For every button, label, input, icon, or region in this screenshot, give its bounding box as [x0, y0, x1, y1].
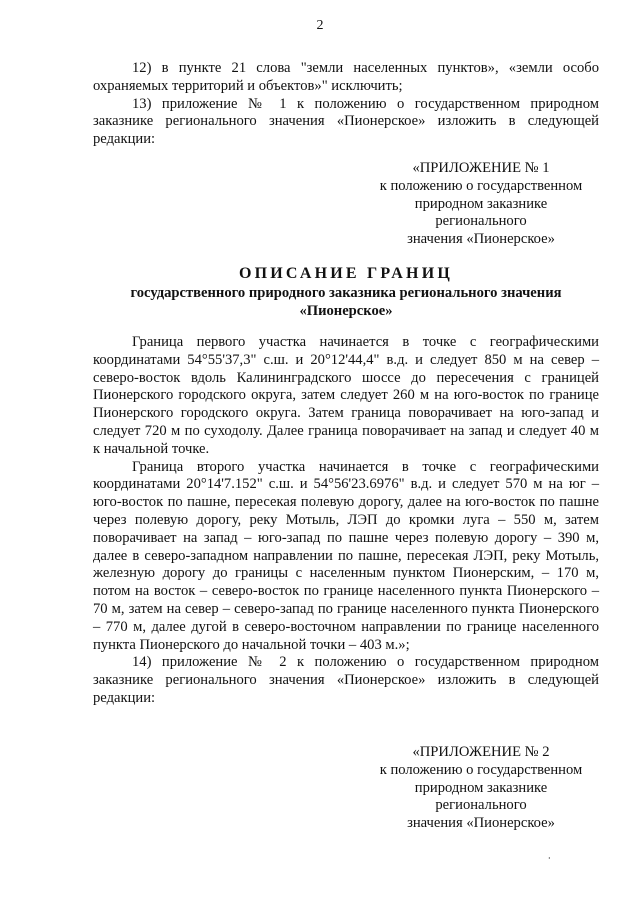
boundaries-title: ОПИСАНИЕ ГРАНИЦ: [238, 265, 453, 282]
boundary-section-1: Граница первого участка начинается в точке с географическими координатами 54°55'37,3" с.ш. и 20°12'44,4" в.д. и следует 850 м на север – северо-восток вдоль Калининградского шоссе до пересечения с границей Пионерского городского округа, затем следует 260 м на юго-восток по границе Пионерского городского округа. Затем граница поворачивает на юго-запад и следует 720 м по суходолу. Далее граница поворачивает на запад и следует 40 м к начальной точке.: [93, 334, 599, 457]
appendix-1-line: «ПРИЛОЖЕНИЕ № 1: [412, 160, 550, 176]
boundary-section-2: Граница второго участка начинается в точке с географическими координатами 20°14'7.152" с.ш. и 54°56'23.6976" в.д. и следует 570 м на юг – юго-восток по пашне, пересекая полевую дорогу, далее на юго-восток по пашне через полевую дорогу, реку Мотыль, ЛЭП до кромки луга – 550 м, затем поворачивает на запад – юго-запад по пашне через полевую дорогу – 390 м, далее в северо-западном направлении по пашне, пересекая ЛЭП, реку Мотыль, железную дорогу до границы с населенным пунктом Пионерским, – 170 м, потом на восток – северо-восток по границе населенного пункта Пионерского – 70 м, затем на север – северо-запад по границе населенного пункта Пионерского – 770 м, далее дугой в северо-восточном направлении по границе населенного пункта Пионерского до начальной точки – 403 м.»;: [93, 458, 599, 653]
appendix-2-line: природном заказнике: [414, 779, 548, 796]
amendment-item-12: 12) в пункте 21 слова "земли населенных пунктов», «земли особо охраняемых территорий и объектов»" исключить;: [93, 60, 599, 94]
page-number: 2: [316, 18, 324, 33]
amendment-item-13: 13) приложение № 1 к положению о государственном природном заказнике регионального значения «Пионерское» изложить в следующей редакции:: [93, 95, 599, 148]
scan-speck: ⸳: [548, 852, 551, 863]
appendix-1-line: природном заказнике: [414, 195, 548, 212]
appendix-2-line: значения «Пионерское»: [407, 815, 555, 832]
appendix-1-line: регионального: [435, 213, 527, 230]
appendix-1-header: [360, 160, 602, 249]
boundaries-heading: [93, 264, 599, 320]
amendments-block: [93, 60, 599, 149]
appendix-2-line: «ПРИЛОЖЕНИЕ № 2: [412, 744, 550, 760]
boundaries-description: [93, 334, 599, 708]
boundaries-subtitle-line-1: государственного природного заказника регионального значения: [130, 285, 562, 301]
appendix-2-line: к положению о государственном: [379, 761, 583, 778]
appendix-1-line: значения «Пионерское»: [407, 231, 555, 248]
amendment-item-14: 14) приложение № 2 к положению о государственном природном заказнике регионального значения «Пионерское» изложить в следующей редакции:: [93, 654, 599, 706]
appendix-2-line: регионального: [435, 797, 527, 814]
appendix-1-line: к положению о государственном: [379, 177, 583, 194]
boundaries-subtitle-line-2: «Пионерское»: [299, 303, 393, 319]
appendix-2-header: [360, 744, 602, 833]
